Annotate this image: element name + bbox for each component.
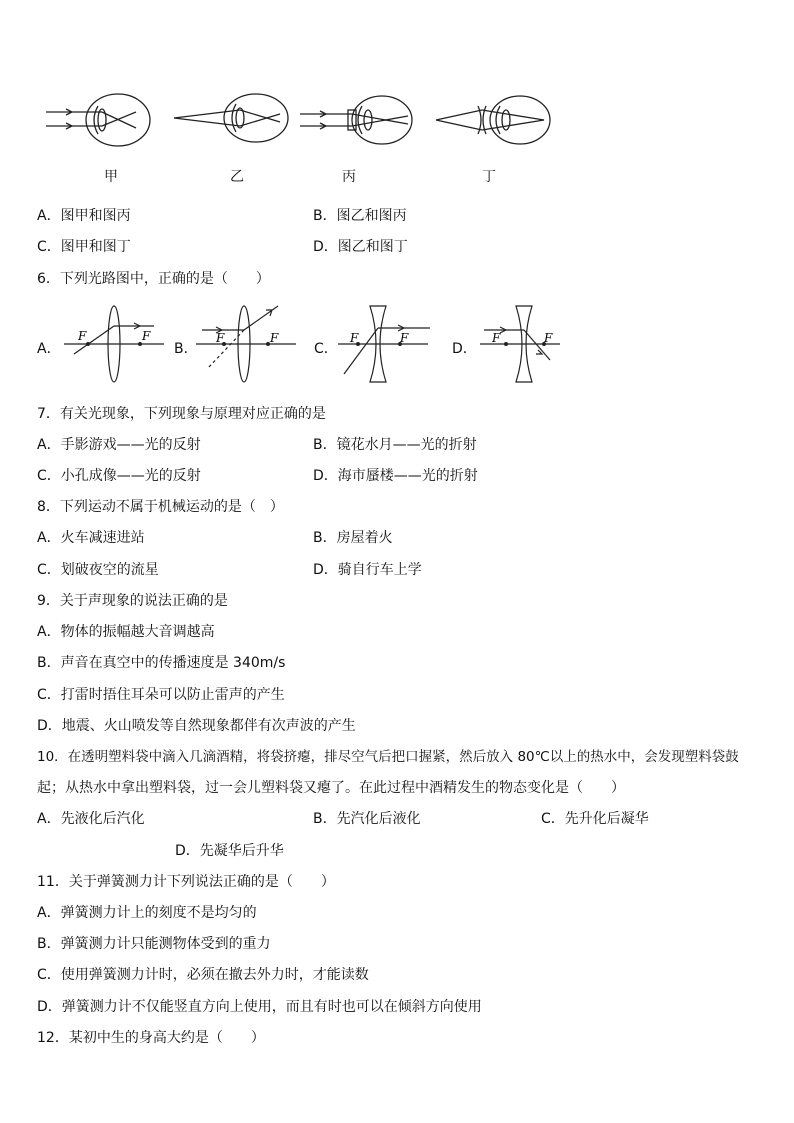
q7-option-b[interactable]: B．镜花水月——光的折射: [313, 437, 477, 453]
q6-diagram-d: [480, 304, 570, 384]
q6-diagram-c: [338, 304, 438, 384]
eye-diagram-bing: [296, 92, 416, 152]
eye-diagram-jia: [40, 92, 155, 152]
q6-d-focus-right: F: [544, 331, 553, 345]
q11-option-b[interactable]: B．弹簧测力计只能测物体受到的重力: [37, 936, 271, 952]
q10-stem-line1: 10．在透明塑料袋中滴入几滴酒精，将袋挤瘪，排尽空气后把口握紧，然后放入 80℃以上的热水中，会发现塑料袋鼓: [37, 749, 739, 765]
q11-option-d[interactable]: D．弹簧测力计不仅能竖直方向上使用，而且有时也可以在倾斜方向使用: [37, 999, 482, 1015]
q8-option-b[interactable]: B．房屋着火: [313, 530, 393, 546]
q12-stem: 12．某初中生的身高大约是（ ）: [37, 1030, 265, 1046]
q10-stem-line2: 起；从热水中拿出塑料袋，过一会儿塑料袋又瘪了。在此过程中酒精发生的物态变化是（ ）: [37, 780, 625, 796]
q6-d-focus-left: F: [492, 331, 501, 345]
eye-label-bing: 丙: [342, 169, 356, 185]
eye-diagram-yi: [170, 92, 290, 152]
q6-option-d-letter[interactable]: D．: [452, 341, 477, 357]
q9-option-b[interactable]: B．声音在真空中的传播速度是 340m/s: [37, 655, 286, 671]
q8-stem: 8．下列运动不属于机械运动的是（ ）: [37, 499, 284, 515]
q7-option-c[interactable]: C．小孔成像——光的反射: [37, 468, 201, 484]
q5-option-a[interactable]: A．图甲和图丙: [37, 208, 131, 224]
q6-a-focus-left: F: [78, 329, 87, 343]
eye-label-ding: 丁: [482, 169, 496, 185]
q10-option-b[interactable]: B．先汽化后液化: [313, 811, 421, 827]
q6-stem: 6．下列光路图中，正确的是（ ）: [37, 271, 270, 287]
eye-diagram-ding: [432, 92, 552, 152]
q6-a-focus-right: F: [142, 329, 151, 343]
q6-option-a-letter[interactable]: A．: [37, 341, 61, 357]
q9-option-d[interactable]: D．地震、火山喷发等自然现象都伴有次声波的产生: [37, 718, 356, 734]
q7-stem: 7．有关光现象，下列现象与原理对应正确的是: [37, 406, 326, 422]
q8-option-d[interactable]: D．骑自行车上学: [313, 562, 422, 578]
q6-b-focus-right: F: [270, 331, 279, 345]
q5-option-b[interactable]: B．图乙和图丙: [313, 208, 407, 224]
q11-option-c[interactable]: C．使用弹簧测力计时，必须在撤去外力时，才能读数: [37, 967, 369, 983]
q6-c-focus-left: F: [350, 331, 359, 345]
q11-option-a[interactable]: A．弹簧测力计上的刻度不是均匀的: [37, 905, 257, 921]
q10-option-d[interactable]: D．先凝华后升华: [175, 843, 284, 859]
q9-stem: 9．关于声现象的说法正确的是: [37, 593, 228, 609]
q5-option-c[interactable]: C．图甲和图丁: [37, 239, 131, 255]
q10-option-a[interactable]: A．先液化后汽化: [37, 811, 145, 827]
q6-b-focus-left: F: [216, 331, 225, 345]
eye-label-yi: 乙: [230, 169, 244, 185]
q5-option-d[interactable]: D．图乙和图丁: [313, 239, 408, 255]
q10-option-c[interactable]: C．先升化后凝华: [541, 811, 649, 827]
q6-c-focus-right: F: [400, 331, 409, 345]
eye-label-jia: 甲: [104, 169, 118, 185]
q6-diagram-b: [196, 304, 296, 384]
q6-diagram-a: [64, 304, 164, 384]
q9-option-c[interactable]: C．打雷时捂住耳朵可以防止雷声的产生: [37, 687, 285, 703]
q6-option-c-letter[interactable]: C．: [314, 341, 338, 357]
q8-option-c[interactable]: C．划破夜空的流星: [37, 562, 159, 578]
q8-option-a[interactable]: A．火车减速进站: [37, 530, 145, 546]
q7-option-a[interactable]: A．手影游戏——光的反射: [37, 437, 201, 453]
q6-option-b-letter[interactable]: B．: [174, 341, 198, 357]
q7-option-d[interactable]: D．海市蜃楼——光的折射: [313, 468, 478, 484]
q9-option-a[interactable]: A．物体的振幅越大音调越高: [37, 624, 215, 640]
q11-stem: 11．关于弹簧测力计下列说法正确的是（ ）: [37, 874, 335, 890]
